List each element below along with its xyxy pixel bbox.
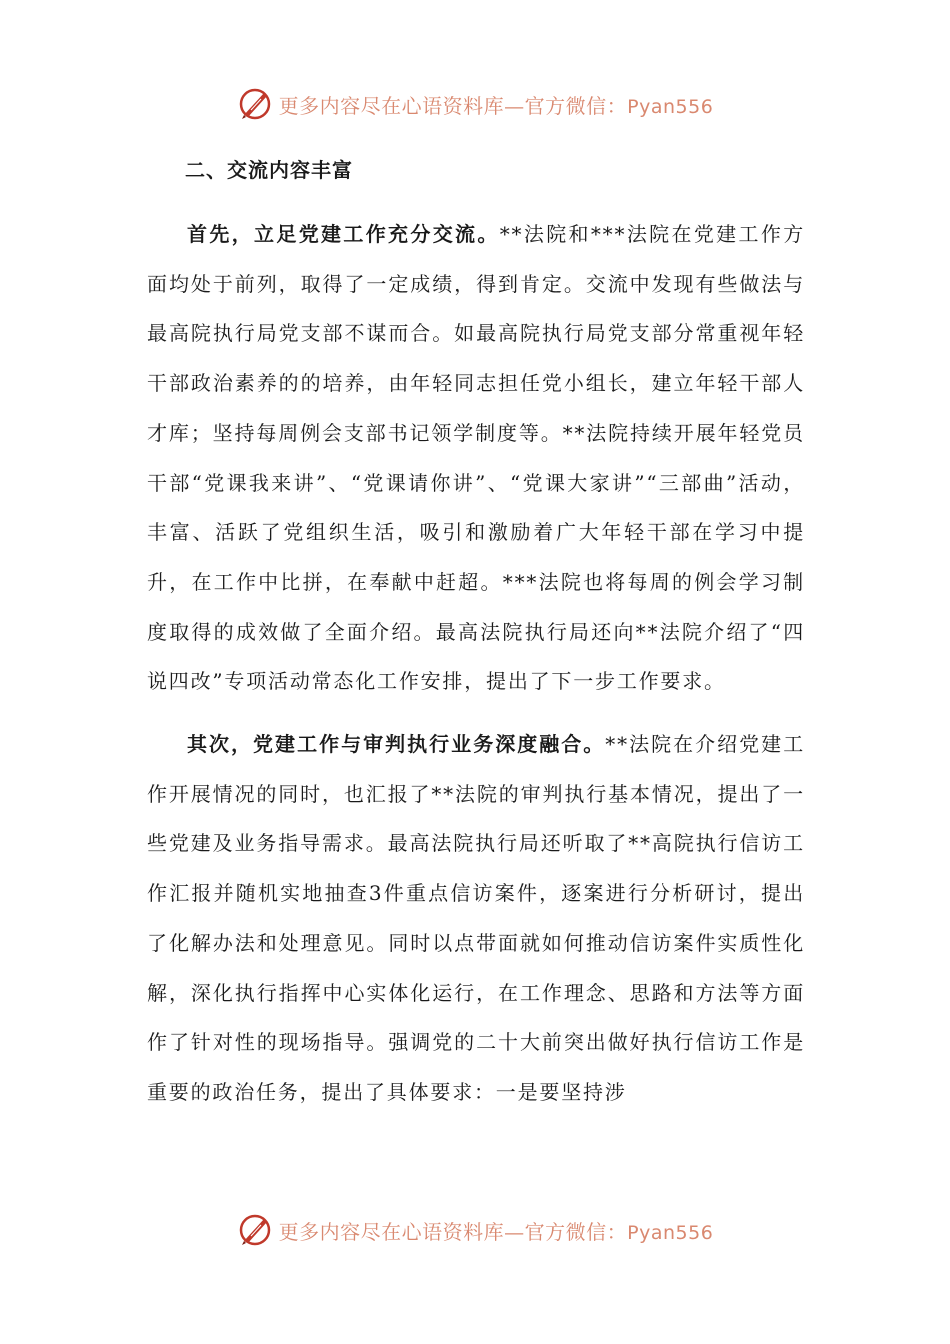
paragraph-1-lead: 首先，立足党建工作充分交流。: [187, 222, 500, 246]
watermark-text: 更多内容尽在心语资料库—官方微信：Pyan556: [278, 1219, 714, 1244]
paragraph-2-body: **法院在介绍党建工作开展情况的同时，也汇报了**法院的审判执行基本情况，提出了一些党建及业务指导需求。最高法院执行局还听取了**高院执行信访工作汇报并随机实地抽查3件重点信访案件，逐案进行分析研讨，提出了化解办法和处理意见。同时以点带面就如何推动信访案件实质性化解，深化执行指挥中心实体化运行，在工作理念、思路和方法等方面作了针对性的现场指导。强调党的二十大前突出做好执行信访工作是重要的政治任务，提出了具体要求：一是要坚持涉: [147, 732, 805, 1104]
quill-pen-logo-icon: [237, 86, 273, 122]
paragraph-2: [147, 720, 805, 1118]
paragraph-1: [147, 210, 805, 707]
quill-pen-logo-icon: [237, 1212, 273, 1248]
watermark-id: Pyan556: [627, 1221, 714, 1244]
section-heading: 二、交流内容丰富: [185, 158, 353, 182]
watermark-text: 更多内容尽在心语资料库—官方微信：Pyan556: [278, 93, 714, 118]
watermark-header: [0, 84, 950, 124]
paragraph-2-lead: 其次，党建工作与审判执行业务深度融合。: [187, 732, 606, 757]
document-body: [147, 150, 805, 1118]
paragraph-1-body: **法院和***法院在党建工作方面均处于前列，取得了一定成绩，得到肯定。交流中发现有些做法与最高院执行局党支部不谋而合。如最高院执行局党支部分常重视年轻干部政治素养的的培养，由年轻同志担任党小组长，建立年轻干部人才库；坚持每周例会支部书记领学制度等。**法院持续开展年轻党员干部“党课我来讲”、“党课请你讲”、“党课大家讲”“三部曲”活动，丰富、活跃了党组织生活，吸引和激励着广大年轻干部在学习中提升，在工作中比拼，在奉献中赶超。***法院也将每周的例会学习制度取得的成效做了全面介绍。最高法院执行局还向**法院介绍了“四说四改”专项活动常态化工作安排，提出了下一步工作要求。: [147, 222, 805, 694]
watermark-id: Pyan556: [627, 95, 714, 118]
watermark-footer: [0, 1210, 950, 1250]
